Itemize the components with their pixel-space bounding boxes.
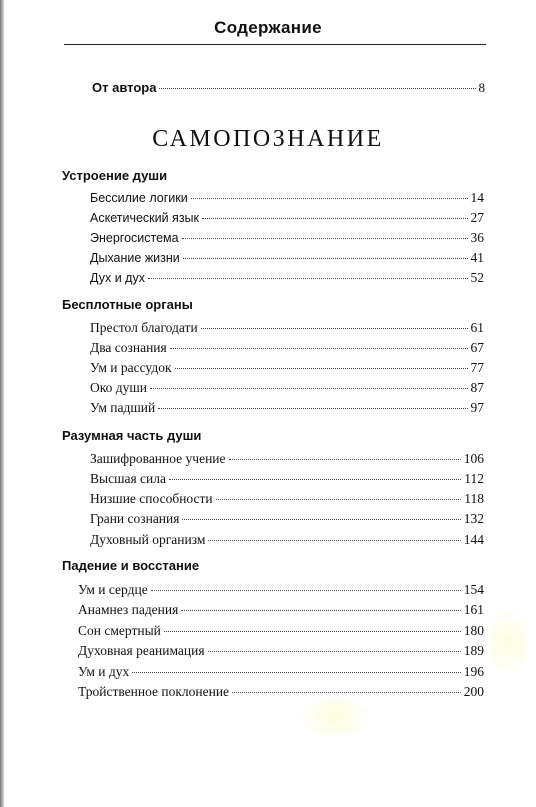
toc-entry-page: 144: [463, 532, 484, 547]
toc-entry-page: 196: [463, 664, 484, 679]
toc-entry-label: Престол благодати: [90, 320, 198, 335]
toc-entry-page: 36: [470, 230, 484, 245]
toc-entry-page: 52: [470, 270, 484, 285]
toc-entry-label: Два сознания: [90, 340, 167, 355]
dot-leader: [148, 278, 468, 279]
paper-stain: [488, 612, 528, 672]
dot-leader: [158, 408, 467, 409]
section-title: Бесплотные органы: [62, 297, 193, 312]
toc-entry-page: 200: [463, 684, 484, 699]
toc-entry: [90, 250, 484, 266]
toc-entry-label: От автора: [92, 80, 157, 95]
toc-entry-page: 132: [463, 511, 484, 526]
toc-entry: [90, 400, 484, 416]
dot-leader: [201, 328, 468, 329]
toc-entry-label: Око души: [90, 380, 147, 395]
dot-leader: [164, 631, 461, 632]
dot-leader: [216, 499, 462, 500]
dot-leader: [150, 388, 468, 389]
dot-leader: [175, 368, 468, 369]
toc-entry: [78, 664, 484, 680]
toc-entry-label: Духовный организм: [90, 532, 206, 547]
toc-entry: [90, 230, 484, 246]
dot-leader: [151, 590, 461, 591]
toc-entry: [78, 643, 484, 659]
dot-leader: [182, 519, 460, 520]
header-rule: [64, 44, 486, 45]
dot-leader: [170, 348, 468, 349]
toc-entry: [90, 270, 484, 286]
dot-leader: [208, 651, 461, 652]
toc-entry: [90, 380, 484, 396]
toc-entry: [78, 582, 484, 598]
toc-entry-page: 27: [470, 210, 484, 225]
toc-entry: [90, 532, 484, 548]
toc-entry-page: 118: [464, 491, 484, 506]
dot-leader: [191, 198, 468, 199]
toc-entry-page: 41: [470, 250, 484, 265]
toc-entry-label: Дыхание жизни: [90, 251, 180, 265]
toc-entry-page: 180: [463, 623, 484, 638]
dot-leader: [159, 88, 475, 89]
toc-entry: [90, 491, 484, 507]
toc-entry-page: 97: [470, 400, 484, 415]
toc-entry-page: 87: [470, 380, 484, 395]
toc-entry-label: Грани сознания: [90, 511, 180, 526]
toc-entry-label: Ум и дух: [78, 664, 130, 679]
dot-leader: [169, 479, 461, 480]
toc-entry-label: Тройственное поклонение: [78, 684, 230, 699]
section-title: Разумная часть души: [62, 428, 202, 443]
toc-entry-page: 189: [463, 643, 484, 658]
toc-entry-page: 112: [464, 471, 484, 486]
toc-entry-label: Аскетический язык: [90, 211, 200, 225]
toc-entry-page: 61: [470, 320, 484, 335]
toc-entry-page: 8: [478, 80, 485, 95]
toc-entry: [78, 623, 484, 639]
toc-entry-page: 154: [463, 582, 484, 597]
page-left-edge: [0, 0, 4, 807]
toc-entry: [90, 320, 484, 336]
section-title: Устроение души: [62, 168, 168, 183]
toc-entry-label: Дух и дух: [90, 271, 145, 285]
toc-entry-label: Бессилие логики: [90, 191, 188, 205]
dot-leader: [183, 258, 468, 259]
part-title: САМОПОЗНАНИЕ: [152, 126, 384, 152]
toc-entry-page: 77: [470, 360, 484, 375]
toc-entry: [90, 190, 484, 206]
toc-entry-label: Ум и рассудок: [90, 360, 172, 375]
toc-entry: [78, 684, 484, 700]
paper-stain: [300, 700, 370, 734]
toc-entry-label: Ум падший: [90, 400, 156, 415]
dot-leader: [182, 238, 468, 239]
toc-entry-author: [92, 80, 485, 96]
toc-entry-page: 14: [470, 190, 484, 205]
toc-entry-label: Сон смертный: [78, 623, 161, 638]
toc-entry-label: Анамнез падения: [78, 602, 179, 617]
toc-entry-page: 67: [470, 340, 484, 355]
toc-entry: [90, 451, 484, 467]
toc-entry: [90, 511, 484, 527]
toc-entry-label: Энергосистема: [90, 231, 179, 245]
dot-leader: [208, 540, 460, 541]
toc-entry-label: Низшие способности: [90, 491, 213, 506]
toc-entry: [90, 340, 484, 356]
section-title: Падение и восстание: [62, 558, 200, 573]
toc-entry-page: 161: [463, 602, 484, 617]
dot-leader: [132, 672, 460, 673]
toc-entry: [90, 360, 484, 376]
toc-entry-page: 106: [463, 451, 484, 466]
toc-entry: [90, 210, 484, 226]
toc-entry-label: Духовная реанимация: [78, 643, 205, 658]
toc-entry: [78, 602, 484, 618]
toc-entry-label: Высшая сила: [90, 471, 166, 486]
dot-leader: [202, 218, 467, 219]
dot-leader: [181, 610, 460, 611]
dot-leader: [232, 692, 461, 693]
page-header-title: Содержание: [214, 18, 322, 37]
toc-entry-label: Ум и сердце: [78, 582, 148, 597]
toc-entry: [90, 471, 484, 487]
dot-leader: [229, 459, 461, 460]
toc-entry-label: Зашифрованное учение: [90, 451, 226, 466]
